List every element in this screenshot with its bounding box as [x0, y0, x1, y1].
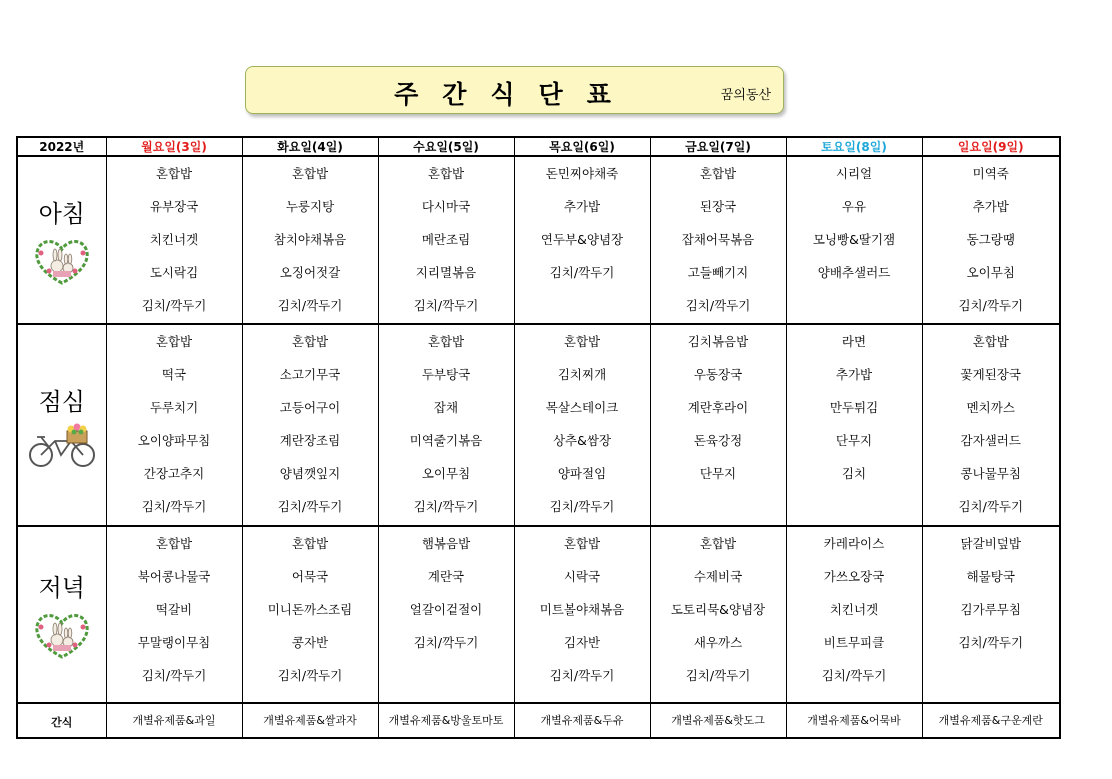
menu-item: 연두부&양념장 [540, 232, 624, 247]
snack-sun [922, 703, 1060, 738]
menu-item: 단무지 [699, 466, 737, 481]
menu-item: 북어콩나물국 [137, 569, 211, 584]
weekly-menu-table [16, 136, 1061, 739]
menu-item: 김치/깍두기 [549, 668, 615, 683]
menu-item: 라면 [841, 334, 867, 349]
flower-bicycle-icon [27, 423, 97, 469]
menu-item: 참치야채볶음 [273, 232, 347, 247]
day-header-fri: 금요일(7일) [650, 137, 786, 156]
menu-item: 오이무침 [421, 466, 471, 481]
menu-item: 혼합밥 [427, 334, 465, 349]
menu-item: 김치 [841, 466, 867, 481]
snack-item: 개별유제품&핫도그 [671, 714, 765, 727]
menu-item: 우동장국 [693, 367, 743, 382]
page-title: 주간식단표 [394, 80, 635, 109]
menu-item: 혼합밥 [155, 536, 193, 551]
menu-item: 오이양파무침 [137, 433, 211, 448]
dinner-sat [786, 526, 922, 703]
dinner-tue [242, 526, 378, 703]
menu-item: 도시락김 [149, 265, 199, 280]
menu-item: 시리얼 [835, 166, 873, 181]
menu-item: 계란국 [427, 569, 465, 584]
menu-item: 김치/깍두기 [141, 298, 207, 313]
menu-item: 새우까스 [693, 635, 743, 650]
menu-item: 오징어젓갈 [279, 265, 341, 280]
menu-item: 김치찌개 [557, 367, 607, 382]
snack-thu [514, 703, 650, 738]
bunny-wreath-icon [31, 235, 93, 287]
menu-item: 계란후라이 [687, 400, 749, 415]
breakfast-tue [242, 156, 378, 324]
menu-item: 김치/깍두기 [958, 635, 1024, 650]
lunch-mon [106, 324, 242, 526]
menu-item [787, 490, 922, 523]
menu-item: 김치/깍두기 [685, 668, 751, 683]
menu-item: 김치/깍두기 [277, 298, 343, 313]
dinner-row [17, 526, 1060, 703]
menu-item [787, 289, 922, 322]
menu-item: 모닝빵&딸기잼 [812, 232, 896, 247]
menu-item: 목살스테이크 [545, 400, 619, 415]
menu-item: 동그랑땡 [966, 232, 1015, 247]
breakfast-wed [378, 156, 514, 324]
menu-item: 김치/깍두기 [413, 298, 479, 313]
menu-item: 단무지 [835, 433, 873, 448]
snack-tue [242, 703, 378, 738]
menu-item: 양념깻잎지 [279, 466, 341, 481]
menu-item: 돈육강정 [693, 433, 743, 448]
menu-item: 미니돈까스조림 [267, 602, 353, 617]
menu-item: 김치/깍두기 [549, 499, 615, 514]
header-row [17, 137, 1060, 156]
menu-item: 김치/깍두기 [549, 265, 615, 280]
snack-sat [786, 703, 922, 738]
breakfast-sun [922, 156, 1060, 324]
snack-wed [378, 703, 514, 738]
menu-item: 치킨너겟 [149, 232, 199, 247]
menu-item [515, 289, 650, 322]
snack-item: 개별유제품&두유 [540, 714, 624, 727]
menu-item [923, 659, 1060, 692]
menu-item: 수제비국 [693, 569, 743, 584]
menu-item: 멘치까스 [966, 400, 1015, 415]
menu-item: 닭갈비덮밥 [960, 536, 1021, 551]
dinner-mon [106, 526, 242, 703]
menu-item: 누룽지탕 [285, 199, 335, 214]
dinner-fri [650, 526, 786, 703]
menu-item: 혼합밥 [427, 166, 465, 181]
menu-item: 두루치기 [149, 400, 199, 415]
menu-item: 도토리묵&양념장 [670, 602, 766, 617]
snack-fri [650, 703, 786, 738]
menu-item: 해물탕국 [966, 569, 1015, 584]
menu-item: 추가밥 [835, 367, 873, 382]
menu-item: 양파절임 [557, 466, 607, 481]
title-banner [245, 66, 784, 114]
menu-item: 혼합밥 [699, 536, 737, 551]
menu-item: 카레라이스 [823, 536, 885, 551]
menu-item: 무말랭이무침 [137, 635, 211, 650]
day-header-sat: 토요일(8일) [786, 137, 922, 156]
menu-item: 지리멸볶음 [415, 265, 477, 280]
day-header-thu: 목요일(6일) [514, 137, 650, 156]
menu-item: 우유 [841, 199, 867, 214]
lunch-sun [922, 324, 1060, 526]
lunch-label: 점심 [38, 387, 85, 416]
menu-item: 두부탕국 [421, 367, 471, 382]
menu-item: 콩자반 [291, 635, 329, 650]
menu-item: 오이무침 [966, 265, 1015, 280]
lunch-label-cell [17, 324, 106, 526]
dinner-label: 저녁 [38, 574, 85, 602]
menu-item: 김치/깍두기 [141, 668, 207, 683]
menu-item: 미트볼야채볶음 [539, 602, 625, 617]
menu-item: 혼합밥 [291, 536, 329, 551]
menu-item: 꽃게된장국 [960, 367, 1021, 382]
menu-item [379, 659, 514, 692]
menu-item: 돈민찌야채죽 [545, 166, 619, 181]
dinner-wed [378, 526, 514, 703]
lunch-fri [650, 324, 786, 526]
snack-item: 개별유제품&구운계란 [938, 714, 1043, 727]
breakfast-mon [106, 156, 242, 324]
menu-item: 김치/깍두기 [685, 298, 751, 313]
menu-item: 김치/깍두기 [277, 668, 343, 683]
menu-item: 혼합밥 [699, 166, 737, 181]
menu-item: 혼합밥 [972, 334, 1009, 349]
snack-item: 개별유제품&방울토마토 [388, 714, 504, 727]
breakfast-fri [650, 156, 786, 324]
menu-item: 미역줄기볶음 [409, 433, 483, 448]
menu-item: 간장고추지 [143, 466, 205, 481]
menu-item: 김치/깍두기 [277, 499, 343, 514]
menu-item: 햄볶음밥 [421, 536, 471, 551]
dinner-label-cell [17, 526, 106, 703]
snack-row [17, 703, 1060, 738]
menu-item: 다시마국 [421, 199, 471, 214]
lunch-thu [514, 324, 650, 526]
breakfast-label: 아침 [38, 199, 85, 228]
menu-item: 소고기무국 [279, 367, 341, 382]
menu-item: 떡갈비 [155, 602, 193, 617]
menu-item: 추가밥 [972, 199, 1009, 214]
menu-item: 잡채 [433, 400, 459, 415]
dinner-thu [514, 526, 650, 703]
snack-label: 간식 [51, 716, 73, 729]
snack-item: 개별유제품&쌀과자 [263, 714, 357, 727]
day-header-wed: 수요일(5일) [378, 137, 514, 156]
breakfast-sat [786, 156, 922, 324]
menu-item: 상추&쌈장 [552, 433, 612, 448]
dinner-sun [922, 526, 1060, 703]
menu-item: 혼합밥 [155, 166, 193, 181]
menu-item: 계란장조림 [279, 433, 341, 448]
snack-item: 개별유제품&어묵바 [807, 714, 901, 727]
snack-mon [106, 703, 242, 738]
menu-item: 미역죽 [972, 166, 1009, 181]
day-header-sun: 일요일(9일) [922, 137, 1060, 156]
menu-item: 비트무피클 [823, 635, 885, 650]
menu-item: 혼합밥 [563, 536, 601, 551]
lunch-wed [378, 324, 514, 526]
menu-item: 김치/깍두기 [821, 668, 887, 683]
lunch-sat [786, 324, 922, 526]
menu-item: 고들빼기지 [687, 265, 749, 280]
menu-item: 혼합밥 [563, 334, 601, 349]
day-header-mon: 월요일(3일) [106, 137, 242, 156]
menu-item: 얼갈이겉절이 [409, 602, 483, 617]
menu-item: 시락국 [563, 569, 601, 584]
menu-item: 혼합밥 [155, 334, 193, 349]
menu-item: 만두튀김 [829, 400, 879, 415]
menu-item: 감자샐러드 [960, 433, 1021, 448]
center-name: 꿈의동산 [720, 88, 771, 103]
menu-item: 김치볶음밥 [687, 334, 749, 349]
snack-label-cell [17, 703, 106, 738]
menu-item: 유부장국 [149, 199, 199, 214]
menu-item: 어묵국 [291, 569, 329, 584]
breakfast-label-cell [17, 156, 106, 324]
lunch-row [17, 324, 1060, 526]
menu-item: 치킨너겟 [829, 602, 879, 617]
menu-item: 혼합밥 [291, 334, 329, 349]
menu-item: 김치/깍두기 [413, 499, 479, 514]
menu-item: 김치/깍두기 [413, 635, 479, 650]
menu-item: 혼합밥 [291, 166, 329, 181]
menu-item: 고등어구이 [279, 400, 341, 415]
menu-item [651, 490, 786, 523]
menu-item: 양배추샐러드 [817, 265, 891, 280]
menu-item: 김가루무침 [960, 602, 1021, 617]
day-header-tue: 화요일(4일) [242, 137, 378, 156]
menu-item: 된장국 [699, 199, 737, 214]
menu-item: 김치/깍두기 [141, 499, 207, 514]
menu-item: 떡국 [161, 367, 187, 382]
menu-item: 콩나물무침 [960, 466, 1021, 481]
bunny-wreath-icon [31, 609, 93, 661]
menu-item: 메란조림 [421, 232, 471, 247]
menu-item: 가쓰오장국 [823, 569, 885, 584]
breakfast-thu [514, 156, 650, 324]
menu-item: 잡채어묵볶음 [681, 232, 755, 247]
menu-item: 김치/깍두기 [958, 298, 1024, 313]
breakfast-row [17, 156, 1060, 324]
lunch-tue [242, 324, 378, 526]
menu-item: 김치/깍두기 [958, 499, 1024, 514]
menu-item: 김자반 [563, 635, 601, 650]
snack-item: 개별유제품&과일 [132, 714, 216, 727]
year-label: 2022년 [17, 137, 106, 156]
menu-item: 추가밥 [563, 199, 601, 214]
